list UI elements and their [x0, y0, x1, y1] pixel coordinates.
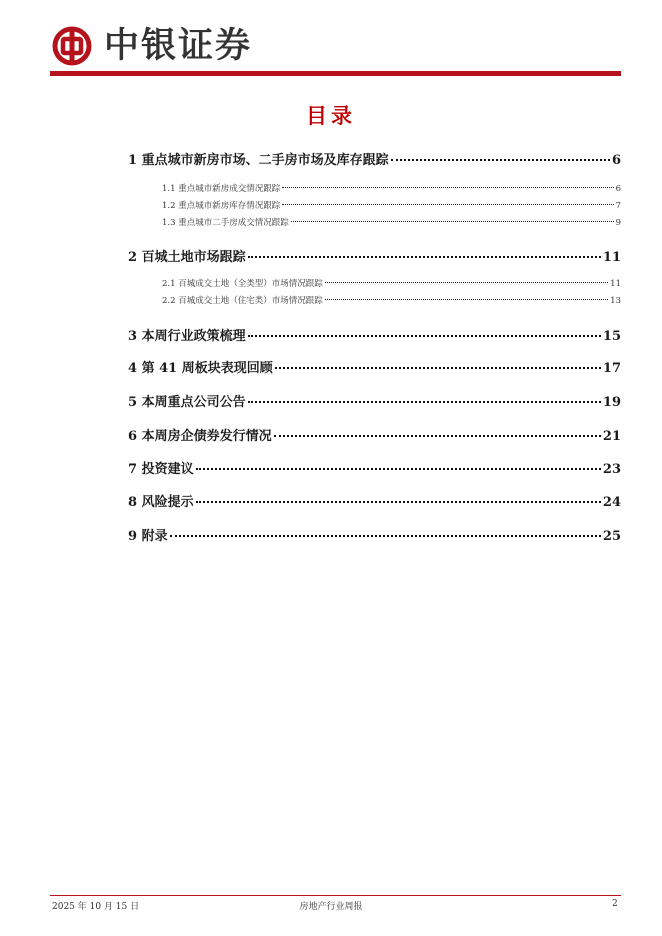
toc-entry[interactable]	[162, 294, 621, 306]
toc-dot-leader	[274, 435, 601, 437]
toc-entry-number: 2.2	[162, 296, 176, 306]
toc-entry-page: 9	[615, 218, 621, 228]
toc-entry-number: 4	[128, 361, 138, 376]
toc-entry-page: 15	[602, 329, 621, 344]
toc-entry-page: 21	[602, 429, 621, 444]
toc-entry-page: 24	[602, 495, 621, 510]
toc-entry-title	[128, 525, 168, 544]
toc-dot-leader	[282, 204, 613, 205]
toc-entry-label: 重点城市新房市场、二手房市场及库存跟踪	[141, 153, 389, 168]
toc-entry-label: 重点城市新房成交情况跟踪	[178, 184, 281, 194]
toc-entry-page: 7	[615, 201, 621, 211]
toc-dot-leader	[248, 335, 601, 337]
toc-entry-number: 5	[128, 395, 138, 410]
footer-report-name: 房地产行业周报	[299, 902, 363, 912]
toc-entry-label: 百城成交土地（全类型）市场情况跟踪	[178, 279, 323, 289]
toc-entry-page: 17	[602, 361, 621, 376]
toc-entry-label: 本周房企债券发行情况	[141, 429, 272, 444]
toc-dot-leader	[170, 535, 601, 537]
toc-entry[interactable]	[128, 458, 621, 476]
toc-dot-leader	[282, 187, 613, 188]
toc-entry-number: 2	[128, 250, 138, 265]
toc-dot-leader	[248, 401, 601, 403]
toc-entry-title	[162, 294, 323, 306]
toc-entry-title	[162, 199, 280, 211]
toc-entry[interactable]	[128, 325, 621, 343]
toc-entry-number: 1.2	[162, 201, 176, 211]
toc-dot-leader	[275, 367, 601, 369]
toc-entry-number: 2.1	[162, 279, 176, 289]
toc-entry-title	[162, 216, 289, 228]
toc-entry[interactable]	[162, 199, 621, 211]
toc-dot-leader	[196, 501, 601, 503]
toc-entry-title	[162, 277, 323, 289]
toc-entry-page: 23	[602, 462, 621, 477]
toc-entry-page: 25	[602, 529, 621, 544]
toc-entry[interactable]	[162, 216, 621, 228]
toc-entry-label: 附录	[141, 529, 168, 544]
toc-dot-leader	[325, 299, 608, 300]
brand-name: 中银证券	[104, 26, 253, 66]
toc-entry-page: 11	[610, 279, 621, 289]
toc-entry[interactable]	[128, 391, 621, 409]
toc-entry[interactable]	[128, 246, 621, 264]
toc-entry-number: 1	[128, 153, 138, 168]
toc-entry-title	[128, 325, 246, 344]
toc-entry-title	[128, 246, 246, 265]
toc-dot-leader	[248, 256, 601, 258]
footer-date: 2025 年 10 月 15 日	[52, 902, 140, 912]
toc-entry-label: 本周重点公司公告	[141, 395, 246, 410]
toc-entry-title	[128, 357, 273, 376]
toc-entry-label: 投资建议	[141, 462, 194, 477]
toc-entry[interactable]	[128, 149, 621, 167]
toc-entry-number: 3	[128, 329, 138, 344]
toc-entry-number: 9	[128, 529, 138, 544]
toc-dot-leader	[391, 159, 610, 161]
toc-entry-title	[128, 391, 246, 410]
toc-dot-leader	[291, 221, 614, 222]
toc-entry-label: 第 41 周板块表现回顾	[141, 361, 273, 376]
toc-title: 目录	[306, 104, 356, 128]
toc-entry-page: 13	[610, 296, 621, 306]
toc-entry-label: 本周行业政策梳理	[141, 329, 246, 344]
toc-entry-title	[128, 425, 272, 444]
toc-entry-label: 百城土地市场跟踪	[141, 250, 246, 265]
toc-entry-page: 11	[602, 250, 621, 265]
toc-entry[interactable]	[162, 277, 621, 289]
toc-dot-leader	[196, 468, 601, 470]
toc-entry-label: 重点城市二手房成交情况跟踪	[178, 218, 289, 228]
footer-page-number: 2	[612, 899, 618, 909]
toc-entry-label: 重点城市新房库存情况跟踪	[178, 201, 281, 211]
toc-entry[interactable]	[162, 182, 621, 194]
toc-entry-number: 8	[128, 495, 138, 510]
toc-entry-title	[162, 182, 280, 194]
toc-entry-label: 风险提示	[141, 495, 194, 510]
toc-entry-title	[128, 491, 194, 510]
toc-entry[interactable]	[128, 425, 621, 443]
toc-entry-number: 6	[128, 429, 138, 444]
toc-entry-title	[128, 149, 389, 168]
toc-entry[interactable]	[128, 357, 621, 375]
toc-dot-leader	[325, 282, 608, 283]
toc-entry-label: 百城成交土地（住宅类）市场情况跟踪	[178, 296, 323, 306]
toc-entry[interactable]	[128, 525, 621, 543]
toc-entry-page: 6	[611, 153, 621, 168]
toc-entry[interactable]	[128, 491, 621, 509]
toc-entry-title	[128, 458, 194, 477]
footer-rule	[50, 895, 621, 896]
toc-entry-number: 7	[128, 462, 138, 477]
toc-entry-page: 6	[615, 184, 621, 194]
page-header	[0, 0, 662, 80]
header-rule	[50, 71, 621, 76]
bank-of-china-logo-icon	[52, 26, 92, 66]
toc-entry-number: 1.3	[162, 218, 176, 228]
toc-entry-page: 19	[602, 395, 621, 410]
toc-entry-number: 1.1	[162, 184, 176, 194]
